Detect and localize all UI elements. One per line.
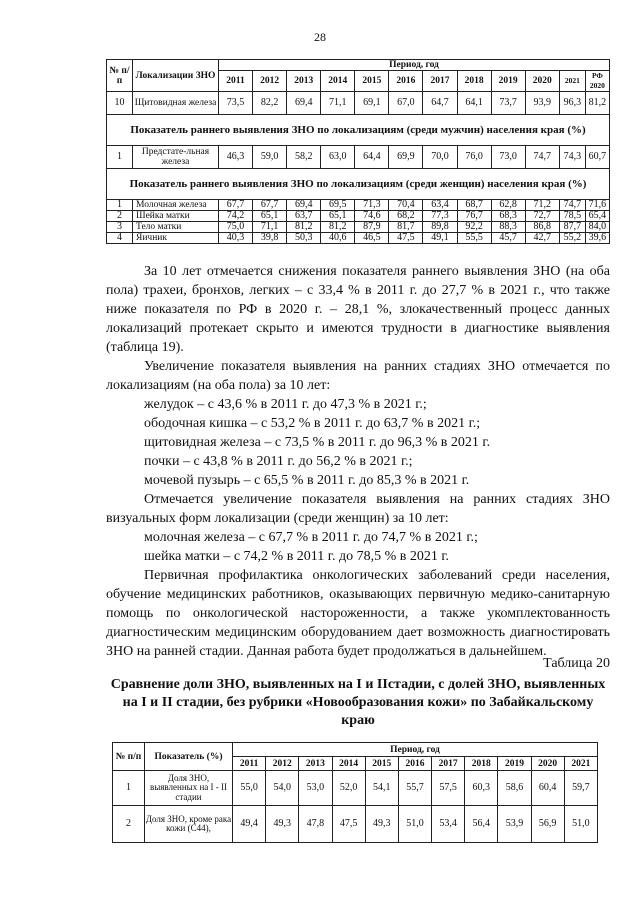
value-cell: 58,2 xyxy=(287,146,321,169)
row-number: 1 xyxy=(107,200,133,211)
value-cell: 49,1 xyxy=(423,233,457,244)
value-cell: 71,1 xyxy=(321,92,355,115)
value-cell: 93,9 xyxy=(525,92,559,115)
year-header: 2013 xyxy=(287,71,321,92)
row-label: Шейка матки xyxy=(133,211,219,222)
row-label: Молочная железа xyxy=(133,200,219,211)
value-cell: 65,4 xyxy=(585,211,609,222)
value-cell: 68,2 xyxy=(389,211,423,222)
value-cell: 39,6 xyxy=(585,233,609,244)
early-detection-table xyxy=(106,59,610,244)
value-cell: 42,7 xyxy=(525,233,559,244)
value-cell: 59,7 xyxy=(564,771,597,806)
value-cell: 40,6 xyxy=(321,233,355,244)
row-label: Тело матки xyxy=(133,222,219,233)
year-header: 2018 xyxy=(465,757,498,771)
paragraph: Первичная профилактика онкологических заболеваний среди населения, обучение медицинских работников, оказывающих первичную медико-санитарную помощь по онкологической настороженности, а также укомплектованность диагностическим медицинским оборудованием дает возможность диагностировать ЗНО на ранней стадии. Данная работа будет продолжаться в дальнейшем. xyxy=(106,568,610,659)
row-label: Предстате-льная железа xyxy=(133,146,219,169)
value-cell: 46,3 xyxy=(219,146,253,169)
table-row xyxy=(107,200,610,211)
row-number: 10 xyxy=(107,92,133,115)
year-header: 2012 xyxy=(266,757,299,771)
row-label: Доля ЗНО, выявленных на I - II стадии xyxy=(145,771,233,806)
table-row xyxy=(107,146,610,169)
value-cell: 58,6 xyxy=(498,771,531,806)
table-row xyxy=(113,771,598,806)
section-heading: Показатель раннего выявления ЗНО по локализациям (среди мужчин) населения края (%) xyxy=(107,115,610,146)
value-cell: 62,8 xyxy=(491,200,525,211)
table-caption: Таблица 20 xyxy=(543,656,610,671)
year-header: 2019 xyxy=(498,757,531,771)
value-cell: 71,2 xyxy=(525,200,559,211)
value-cell: 55,2 xyxy=(559,233,585,244)
value-cell: 71,1 xyxy=(253,222,287,233)
value-cell: 49,3 xyxy=(266,806,299,843)
section-heading: Показатель раннего выявления ЗНО по локализациям (среди женщин) населения края (%) xyxy=(107,169,610,200)
value-cell: 87,7 xyxy=(559,222,585,233)
col-number-header: № п/п xyxy=(107,60,133,92)
value-cell: 54,0 xyxy=(266,771,299,806)
stage-comparison-table xyxy=(112,742,598,843)
value-cell: 81,2 xyxy=(585,92,609,115)
row-number: 2 xyxy=(113,806,145,843)
value-cell: 71,6 xyxy=(585,200,609,211)
value-cell: 77,3 xyxy=(423,211,457,222)
period-header: Период, год xyxy=(219,60,610,71)
value-cell: 39,8 xyxy=(253,233,287,244)
row-number: 2 xyxy=(107,211,133,222)
value-cell: 74,7 xyxy=(525,146,559,169)
period-header: Период, год xyxy=(233,743,598,757)
table-row xyxy=(107,233,610,244)
value-cell: 69,4 xyxy=(287,92,321,115)
value-cell: 47,5 xyxy=(389,233,423,244)
value-cell: 73,5 xyxy=(219,92,253,115)
value-cell: 49,3 xyxy=(365,806,398,843)
value-cell: 47,5 xyxy=(332,806,365,843)
year-header: 2020 xyxy=(525,71,559,92)
value-cell: 67,7 xyxy=(253,200,287,211)
value-cell: 65,1 xyxy=(321,211,355,222)
table-row xyxy=(107,92,610,115)
row-number: 1 xyxy=(113,771,145,806)
table-row xyxy=(107,211,610,222)
year-header: 2017 xyxy=(423,71,457,92)
rf-header: РФ 2020 xyxy=(585,71,609,92)
value-cell: 82,2 xyxy=(253,92,287,115)
value-cell: 73,7 xyxy=(491,92,525,115)
value-cell: 73,0 xyxy=(491,146,525,169)
value-cell: 55,5 xyxy=(457,233,491,244)
value-cell: 46,5 xyxy=(355,233,389,244)
row-label: Яичник xyxy=(133,233,219,244)
value-cell: 63,0 xyxy=(321,146,355,169)
year-header: 2016 xyxy=(389,71,423,92)
list-item: почки – с 43,8 % в 2011 г. до 56,2 % в 2021 г.; xyxy=(144,454,413,469)
col-number-header: № п/п xyxy=(113,743,145,771)
value-cell: 88,3 xyxy=(491,222,525,233)
value-cell: 78,5 xyxy=(559,211,585,222)
paragraph: Отмечается увеличение показателя выявления на ранних стадиях ЗНО визуальных форм локализации (среди женщин) за 10 лет: xyxy=(106,492,610,526)
value-cell: 81,7 xyxy=(389,222,423,233)
value-cell: 69,4 xyxy=(287,200,321,211)
value-cell: 45,7 xyxy=(491,233,525,244)
table-row xyxy=(113,806,598,843)
value-cell: 69,5 xyxy=(321,200,355,211)
value-cell: 54,1 xyxy=(365,771,398,806)
section-row xyxy=(107,115,610,146)
value-cell: 67,0 xyxy=(389,92,423,115)
year-header: 2020 xyxy=(531,757,564,771)
value-cell: 74,7 xyxy=(559,200,585,211)
value-cell: 53,9 xyxy=(498,806,531,843)
value-cell: 52,0 xyxy=(332,771,365,806)
paragraph: За 10 лет отмечается снижения показателя раннего выявления ЗНО (на оба пола) трахеи, бронхов, легких – с 33,4 % в 2011 г. до 27,7 % в 2021 г., что также ниже показателя по РФ в 2020 г. – 28,1 %, злокачественный процесс данных локализаций протекает скрыто и имеются трудности в диагностике выявления (таблица 19). xyxy=(106,264,610,355)
value-cell: 84,0 xyxy=(585,222,609,233)
value-cell: 65,1 xyxy=(253,211,287,222)
col-indicator-header: Показатель (%) xyxy=(145,743,233,771)
value-cell: 69,1 xyxy=(355,92,389,115)
value-cell: 40,3 xyxy=(219,233,253,244)
row-number: 1 xyxy=(107,146,133,169)
value-cell: 51,0 xyxy=(398,806,431,843)
list-item: шейка матки – с 74,2 % в 2011 г. до 78,5 % в 2021 г. xyxy=(144,549,450,564)
value-cell: 49,4 xyxy=(233,806,266,843)
page-number: 28 xyxy=(314,30,326,44)
year-header: 2018 xyxy=(457,71,491,92)
value-cell: 76,7 xyxy=(457,211,491,222)
value-cell: 50,3 xyxy=(287,233,321,244)
row-label: Щитовидная железа xyxy=(133,92,219,115)
value-cell: 81,2 xyxy=(321,222,355,233)
value-cell: 70,0 xyxy=(423,146,457,169)
list-item: мочевой пузырь – с 65,5 % в 2011 г. до 85,3 % в 2021 г. xyxy=(144,473,470,488)
value-cell: 63,4 xyxy=(423,200,457,211)
value-cell: 55,0 xyxy=(233,771,266,806)
body-text xyxy=(106,262,610,661)
year-header: 2015 xyxy=(355,71,389,92)
value-cell: 67,7 xyxy=(219,200,253,211)
year-header: 2016 xyxy=(398,757,431,771)
col-localization-header: Локализации ЗНО xyxy=(133,60,219,92)
value-cell: 74,2 xyxy=(219,211,253,222)
row-number: 3 xyxy=(107,222,133,233)
value-cell: 60,7 xyxy=(585,146,609,169)
value-cell: 55,7 xyxy=(398,771,431,806)
year-header: 2011 xyxy=(219,71,253,92)
value-cell: 74,6 xyxy=(355,211,389,222)
year-header: 2021 xyxy=(564,757,597,771)
value-cell: 72,7 xyxy=(525,211,559,222)
value-cell: 56,9 xyxy=(531,806,564,843)
value-cell: 89,8 xyxy=(423,222,457,233)
value-cell: 57,5 xyxy=(432,771,465,806)
list-item: молочная железа – с 67,7 % в 2011 г. до 74,7 % в 2021 г.; xyxy=(144,530,478,545)
value-cell: 53,4 xyxy=(432,806,465,843)
section-row xyxy=(107,169,610,200)
value-cell: 81,2 xyxy=(287,222,321,233)
value-cell: 68,3 xyxy=(491,211,525,222)
year-header: 2014 xyxy=(332,757,365,771)
row-number: 4 xyxy=(107,233,133,244)
value-cell: 69,9 xyxy=(389,146,423,169)
table-title: Сравнение доли ЗНО, выявленных на I и IIстадии, с долей ЗНО, выявленных на I и II стадии, без рубрики «Новообразования кожи» по Забайкальскому краю xyxy=(110,677,606,728)
value-cell: 47,8 xyxy=(299,806,332,843)
year-header: 2021 xyxy=(559,71,585,92)
value-cell: 74,3 xyxy=(559,146,585,169)
paragraph: Увеличение показателя выявления на ранних стадиях ЗНО отмечается по локализациям (на оба пола) за 10 лет: xyxy=(106,359,610,393)
table-row xyxy=(107,222,610,233)
value-cell: 63,7 xyxy=(287,211,321,222)
year-header: 2011 xyxy=(233,757,266,771)
value-cell: 59,0 xyxy=(253,146,287,169)
value-cell: 60,3 xyxy=(465,771,498,806)
value-cell: 64,7 xyxy=(423,92,457,115)
value-cell: 86,8 xyxy=(525,222,559,233)
list-item: щитовидная железа – с 73,5 % в 2011 г. до 96,3 % в 2021 г. xyxy=(144,435,491,450)
year-header: 2012 xyxy=(253,71,287,92)
value-cell: 70,4 xyxy=(389,200,423,211)
year-header: 2014 xyxy=(321,71,355,92)
value-cell: 51,0 xyxy=(564,806,597,843)
year-header: 2013 xyxy=(299,757,332,771)
year-header: 2015 xyxy=(365,757,398,771)
list-item: ободочная кишка – с 53,2 % в 2011 г. до 63,7 % в 2021 г.; xyxy=(144,416,481,431)
value-cell: 96,3 xyxy=(559,92,585,115)
year-header: 2017 xyxy=(432,757,465,771)
value-cell: 75,0 xyxy=(219,222,253,233)
row-label: Доля ЗНО, кроме рака кожи (С44), xyxy=(145,806,233,843)
value-cell: 53,0 xyxy=(299,771,332,806)
value-cell: 64,1 xyxy=(457,92,491,115)
value-cell: 56,4 xyxy=(465,806,498,843)
value-cell: 64,4 xyxy=(355,146,389,169)
list-item: желудок – с 43,6 % в 2011 г. до 47,3 % в 2021 г.; xyxy=(144,397,427,412)
value-cell: 60,4 xyxy=(531,771,564,806)
value-cell: 76,0 xyxy=(457,146,491,169)
value-cell: 71,3 xyxy=(355,200,389,211)
value-cell: 68,7 xyxy=(457,200,491,211)
year-header: 2019 xyxy=(491,71,525,92)
value-cell: 92,2 xyxy=(457,222,491,233)
value-cell: 87,9 xyxy=(355,222,389,233)
